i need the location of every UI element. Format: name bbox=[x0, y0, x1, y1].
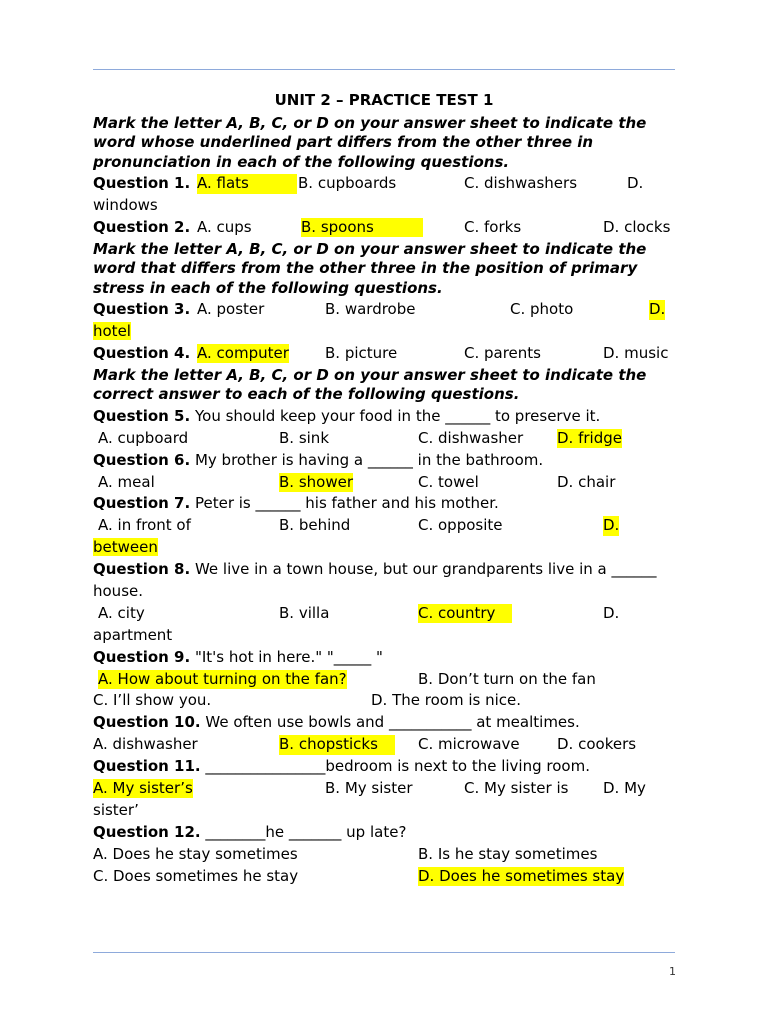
option-a: A. computer bbox=[197, 343, 289, 362]
question-5-options bbox=[93, 429, 675, 449]
option-b: B. shower bbox=[279, 472, 353, 491]
question-label: Question 1. bbox=[93, 174, 191, 192]
option-c: C. opposite bbox=[418, 516, 503, 535]
instruction-correct-answer: Mark the letter A, B, C, or D on your answer sheet to indicate the correct answer to each of the following questions. bbox=[93, 365, 647, 404]
question-9-options-row1 bbox=[93, 670, 675, 690]
question-label: Question 10. bbox=[93, 713, 201, 732]
option-b: B. My sister bbox=[325, 778, 413, 797]
option-d-cont: hotel bbox=[93, 322, 131, 341]
question-3 bbox=[93, 300, 675, 320]
option-a: A. in front of bbox=[98, 516, 191, 535]
option-a: A. poster bbox=[197, 300, 265, 319]
question-2 bbox=[93, 218, 675, 238]
option-d: D. bbox=[649, 300, 666, 319]
question-11-wrap bbox=[93, 801, 675, 821]
option-c: C. microwave bbox=[418, 735, 520, 754]
option-a: A. How about turning on the fan? bbox=[98, 669, 347, 688]
option-a: A. cupboard bbox=[98, 428, 189, 447]
option-c: C. forks bbox=[464, 217, 522, 236]
option-d-cont: windows bbox=[93, 195, 158, 214]
question-6-stem bbox=[93, 451, 675, 471]
question-label: Question 6. bbox=[93, 450, 191, 469]
option-c: C. parents bbox=[464, 343, 541, 362]
option-d: D. bbox=[603, 603, 620, 622]
option-b: B. cupboards bbox=[298, 174, 397, 192]
option-a: A. cups bbox=[197, 217, 252, 236]
question-11-stem bbox=[93, 757, 675, 777]
question-12-stem bbox=[93, 823, 675, 843]
option-c: C. photo bbox=[510, 300, 574, 319]
question-7-wrap bbox=[93, 538, 675, 558]
question-10-options bbox=[93, 735, 675, 755]
question-4 bbox=[93, 344, 675, 364]
option-d-cont: between bbox=[93, 538, 158, 557]
option-d: D. bbox=[627, 174, 644, 192]
question-1-wrap bbox=[93, 196, 675, 216]
question-label: Question 3. bbox=[93, 300, 191, 319]
option-a: A. city bbox=[98, 603, 145, 622]
option-d: D. fridge bbox=[557, 428, 622, 447]
question-8-stem-wrap bbox=[93, 582, 675, 602]
question-3-wrap bbox=[93, 322, 675, 342]
question-8-wrap bbox=[93, 626, 675, 646]
question-text: ________he _______ up late? bbox=[205, 822, 407, 841]
question-label: Question 2. bbox=[93, 217, 191, 236]
question-text-cont: house. bbox=[93, 581, 144, 600]
option-a: A. My sister’s bbox=[93, 778, 193, 797]
question-9-options-row2 bbox=[93, 691, 675, 711]
option-b: B. wardrobe bbox=[325, 300, 416, 319]
test-document bbox=[93, 91, 675, 888]
option-d: D. chair bbox=[557, 472, 616, 491]
question-12-options-row2 bbox=[93, 867, 675, 887]
question-label: Question 11. bbox=[93, 757, 201, 776]
question-text: ________________bedroom is next to the living room. bbox=[205, 757, 590, 776]
option-c: C. Does sometimes he stay bbox=[93, 866, 299, 885]
page-title: UNIT 2 – PRACTICE TEST 1 bbox=[274, 91, 494, 109]
option-b: B. behind bbox=[279, 516, 351, 535]
option-c: C. towel bbox=[418, 472, 479, 491]
question-label: Question 8. bbox=[93, 560, 191, 579]
question-label: Question 7. bbox=[93, 494, 191, 513]
question-text: You should keep your food in the ______ to preserve it. bbox=[194, 406, 601, 425]
option-a: A. flats bbox=[197, 174, 297, 194]
question-text: Peter is ______ his father and his mother. bbox=[194, 494, 499, 513]
question-5-stem bbox=[93, 407, 675, 427]
question-label: Question 9. bbox=[93, 647, 191, 666]
option-c: C. dishwashers bbox=[464, 174, 578, 192]
question-6-options bbox=[93, 473, 675, 493]
option-d: D. cookers bbox=[557, 735, 637, 754]
question-7-stem bbox=[93, 494, 675, 514]
question-12-options-row1 bbox=[93, 845, 675, 865]
page-number: 1 bbox=[669, 965, 676, 978]
question-8-stem bbox=[93, 560, 675, 580]
option-b: B. picture bbox=[325, 343, 398, 362]
option-b: B. Is he stay sometimes bbox=[418, 844, 598, 863]
option-d: D. Does he sometimes stay bbox=[418, 866, 625, 885]
option-b: B. Don’t turn on the fan bbox=[418, 669, 596, 688]
option-b: B. chopsticks bbox=[279, 735, 395, 755]
option-b: B. villa bbox=[279, 603, 330, 622]
question-7-options bbox=[93, 516, 675, 536]
option-b: B. spoons bbox=[301, 218, 423, 238]
question-label: Question 4. bbox=[93, 343, 191, 362]
option-d: D. The room is nice. bbox=[371, 691, 521, 710]
footer-rule bbox=[93, 952, 675, 953]
question-11-options bbox=[93, 779, 675, 799]
option-d-cont: apartment bbox=[93, 625, 173, 644]
instruction-stress: Mark the letter A, B, C, or D on your answer sheet to indicate the word that differs from the other three in the position of primary stress in each of the following questions. bbox=[93, 239, 647, 297]
header-rule bbox=[93, 69, 675, 70]
option-b: B. sink bbox=[279, 428, 330, 447]
option-d: D. bbox=[603, 516, 620, 535]
option-d: D. clocks bbox=[603, 217, 671, 236]
option-a: A. Does he stay sometimes bbox=[93, 844, 298, 863]
instruction-pronunciation: Mark the letter A, B, C, or D on your answer sheet to indicate the word whose underlined part differs from the other three in pronunciation in each of the following questions. bbox=[93, 113, 647, 171]
question-label: Question 5. bbox=[93, 406, 191, 425]
option-d: D. music bbox=[603, 343, 669, 362]
question-text: My brother is having a ______ in the bathroom. bbox=[194, 450, 544, 469]
option-d-cont: sister’ bbox=[93, 800, 139, 819]
question-text: "It's hot in here." "_____ " bbox=[194, 647, 383, 666]
question-text: We often use bowls and ___________ at mealtimes. bbox=[205, 713, 580, 732]
option-a: A. dishwasher bbox=[93, 735, 198, 754]
option-c: C. I’ll show you. bbox=[93, 691, 212, 710]
option-c: C. My sister is bbox=[464, 778, 569, 797]
question-label: Question 12. bbox=[93, 822, 201, 841]
question-text: We live in a town house, but our grandparents live in a ______ bbox=[194, 560, 657, 579]
question-1 bbox=[93, 174, 675, 194]
option-a: A. meal bbox=[98, 472, 155, 491]
option-d: D. My bbox=[603, 778, 646, 797]
question-10-stem bbox=[93, 713, 675, 733]
option-c: C. country bbox=[418, 604, 512, 624]
question-9-stem bbox=[93, 648, 675, 668]
question-8-options bbox=[93, 604, 675, 624]
option-c: C. dishwasher bbox=[418, 428, 524, 447]
